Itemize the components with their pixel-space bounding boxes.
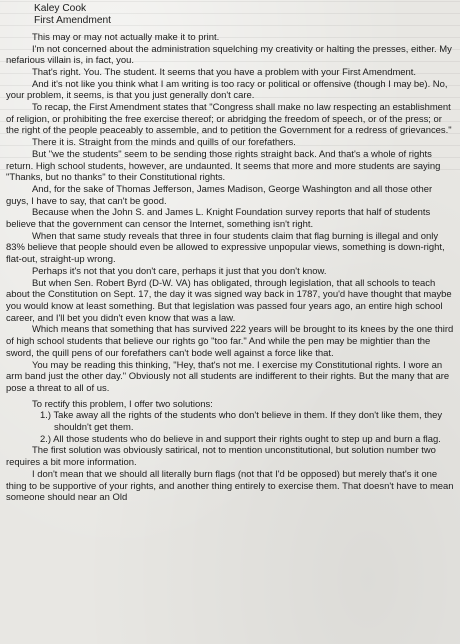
header-block <box>34 3 454 28</box>
paragraph: When that same study reveals that three in four students claim that flag burning is illegal and only 83% believe that people should even be allowed to expressive unpopular views, something is down-right, flat-out, straight-up wrong. <box>6 230 445 266</box>
paragraph: The first solution was obviously satirical, not to mention unconstitutional, but solution number two requires a bit more information. <box>6 445 436 469</box>
paragraph: But when Sen. Robert Byrd (D-W. VA) has obligated, through legislation, that all schools to teach about the Constitution on Sept. 17, the day it was signed way back in 1787, you'd have thought that maybe you would know at least something. But that legislation was passed four years ago, an entire high school career, and I'll bet you didn't even know that was a law. <box>6 277 452 324</box>
paragraph: I'm not concerned about the administration squelching my creativity or halting the presses, either. My nefarious villain is, in fact, you. <box>6 43 452 67</box>
paragraph: That's right. You. The student. It seems that you have a problem with your First Amendment. <box>32 66 417 78</box>
paragraph: To rectify this problem, I offer two solutions: <box>32 398 213 410</box>
paragraph: Perhaps it's not that you don't care, perhaps it just that you don't know. <box>32 265 327 277</box>
article-body <box>6 32 454 504</box>
paragraph: To recap, the First Amendment states that "Congress shall make no law respecting an establishment of religion, or prohibiting the free exercise thereof; or abridging the freedom of speech, or of the press; or the right of the people peaceably to assemble, and to petition the Government for a redress of grievances." <box>6 102 452 137</box>
subject-line: First Amendment <box>34 15 111 27</box>
paragraph: Which means that something that has survived 222 years will be brought to its knees by the one third of high school students that believe our rights go "too far." And while the pen may be mightier than the sword, the quill pens of our forefathers can't bode well against a force like that. <box>6 324 454 359</box>
paragraph: Because when the John S. and James L. Knight Foundation survey reports that half of students believe that the government can censor the Internet, something isn't right. <box>6 207 431 231</box>
paragraph: I don't mean that we should all literally burn flags (not that I'd be opposed) but merely that's it one thing to be supportive of your rights, and another thing entirely to exercise them. That doesn't have to mean someone should near an Old <box>6 468 454 504</box>
paragraph: There it is. Straight from the minds and quills of our forefathers. <box>32 137 296 149</box>
author-name: Kaley Cook <box>34 3 87 14</box>
paragraph: You may be reading this thinking, "Hey, that's not me. I exercise my Constitutional rights. I wore an arm band just the other day." Obviously not all students are indifferent to their rights. But the many that are pose a threat to all of us. <box>6 359 450 394</box>
list-item: 1.) Take away all the rights of the students who don't believe in them. If they don't like them, they shouldn't get them. <box>40 410 443 434</box>
paragraph: This may or may not actually make it to print. <box>32 31 220 43</box>
paragraph: And it's not like you think what I am writing is too racy or political or offensive (though I may be). No, your problem, it seems, is that you just generally don't care. <box>6 78 448 102</box>
list-item: 2.) All those students who do believe in and support their rights ought to step up and burn a flag. <box>40 433 441 445</box>
paragraph: But "we the students" seem to be sending those rights straight back. And that's a whole of rights return. High school students, however, are undaunted. It seems that more and more students are saying "Thanks, but no thanks" to their Constitutional rights. <box>6 148 441 184</box>
solutions-list <box>6 410 454 445</box>
paragraph: And, for the sake of Thomas Jefferson, James Madison, George Washington and all those other guys, I have to say, that can't be good. <box>6 183 433 207</box>
